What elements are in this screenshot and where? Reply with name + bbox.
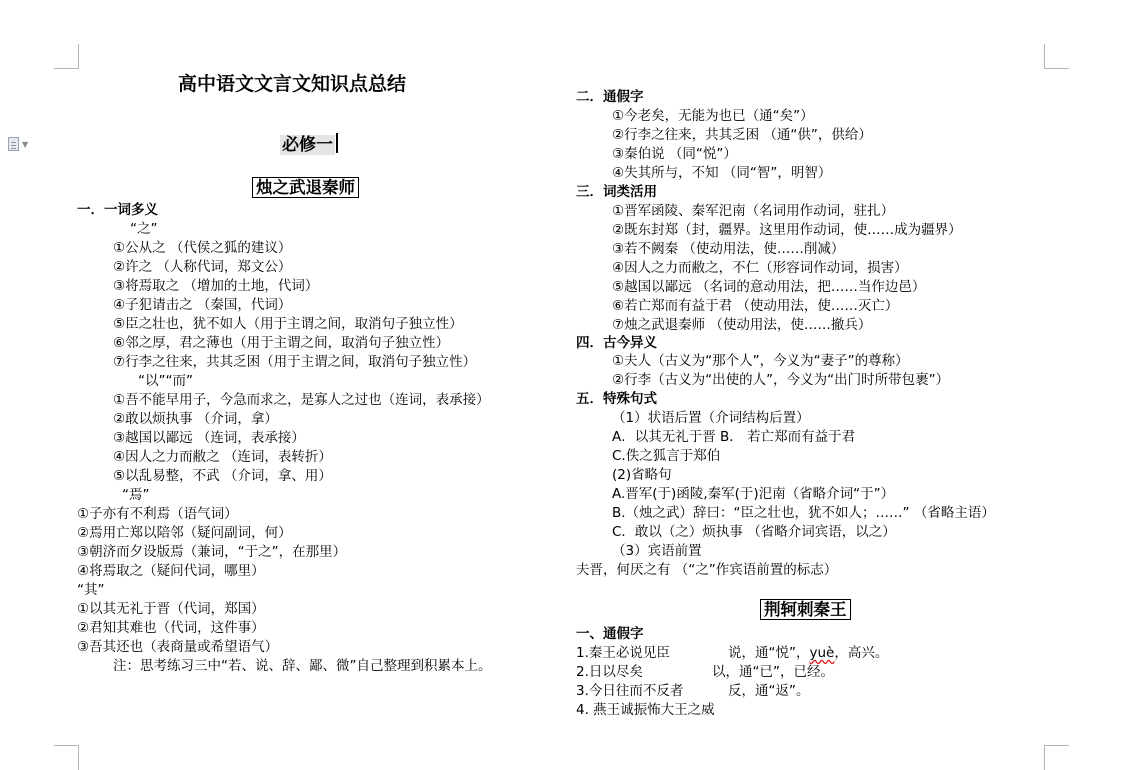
list-item: ⑥若亡郑而有益于君 （使动用法，使……灭亡） bbox=[612, 298, 899, 314]
list-item: ①夫人（古义为“那个人”，今义为“妻子”的尊称） bbox=[612, 353, 909, 369]
word-label-yi-er: “以”“而” bbox=[138, 373, 193, 389]
list-item: C.佚之狐言于郑伯 bbox=[612, 448, 721, 464]
text-cursor bbox=[336, 133, 338, 153]
list-item: A.晋军(于)函陵,秦军(于)汜南（省略介词“于”） bbox=[612, 486, 895, 502]
list-item: ①以其无礼于晋（代词，郑国） bbox=[77, 601, 265, 617]
list-item: ②行李（古义为“出使的人”，今义为“出门时所带包裹”） bbox=[612, 372, 950, 388]
list-item: ①子亦有不利焉（语气词） bbox=[77, 506, 238, 522]
list-item: ①晋军函陵、秦军汜南（名词用作动词，驻扎） bbox=[612, 203, 895, 219]
list-item: ④子犯请击之 （秦国，代词） bbox=[113, 297, 292, 313]
list-item: ②君知其难也（代词，这件事） bbox=[77, 620, 265, 636]
essay-title-box bbox=[252, 177, 359, 199]
word-label-zhi: “之” bbox=[130, 221, 158, 237]
page-corner-mark-top-right bbox=[1044, 44, 1069, 69]
list-item-explanation: 以，通“已”，已经。 bbox=[712, 664, 834, 680]
chevron-down-icon: ▼ bbox=[22, 139, 29, 149]
document-options-icon[interactable] bbox=[8, 136, 38, 152]
document-title: 高中语文文言文知识点总结 bbox=[178, 73, 407, 95]
section-heading-tongjiazi-2: 一、通假字 bbox=[576, 626, 644, 642]
subtitle-line[interactable] bbox=[280, 133, 338, 157]
list-item: ④失其所与，不知 （同“智”，明智） bbox=[612, 165, 832, 181]
essay-title-box-2 bbox=[760, 599, 851, 621]
subheading-binyuqianzhi: （3）宾语前置 bbox=[612, 543, 702, 559]
list-item: ③朝济而夕设版焉（兼词，“于之”，在那里） bbox=[77, 544, 347, 560]
list-item: 3.今日往而不反者 bbox=[576, 683, 684, 699]
explanation-text: ，高兴。 bbox=[834, 645, 889, 661]
list-item: ③秦伯说 （同“悦”） bbox=[612, 146, 737, 162]
page-icon bbox=[8, 137, 19, 151]
subheading-zhuangyuhouzhi: （1）状语后置（介词结构后置） bbox=[612, 410, 810, 426]
list-item: ③将焉取之 （增加的土地，代词） bbox=[113, 278, 319, 294]
page-corner-mark-bottom-right bbox=[1044, 745, 1069, 770]
document-subtitle: 必修一 bbox=[282, 135, 333, 155]
list-item: ③吾其还也（表商量或希望语气） bbox=[77, 639, 279, 655]
list-item: 1.秦王必说见臣 bbox=[576, 645, 670, 661]
list-item: ④将焉取之（疑问代词，哪里） bbox=[77, 563, 265, 579]
list-item: ④因人之力而敝之 （连词，表转折） bbox=[113, 449, 332, 465]
section-heading-yicidueyi: 一．一词多义 bbox=[77, 202, 158, 218]
list-item: ⑦行李之往来，共其乏困（用于主谓之间，取消句子独立性） bbox=[113, 354, 477, 370]
page-corner-mark-bottom-left bbox=[54, 745, 79, 770]
list-item: ⑥邻之厚，君之薄也（用于主谓之间，取消句子独立性） bbox=[113, 335, 450, 351]
list-item-explanation: 反，通“返”。 bbox=[728, 683, 810, 699]
example-text: 夫晋，何厌之有 （“之”作宾语前置的标志） bbox=[576, 562, 838, 578]
section-heading-teshujushi: 五．特殊句式 bbox=[576, 391, 657, 407]
list-item: ④因人之力而敝之，不仁（形容词作动词，损害） bbox=[612, 260, 908, 276]
list-item: ②焉用亡郑以陪邻（疑问副词，何） bbox=[77, 525, 292, 541]
list-item: ①今老矣，无能为也已（通“矣”） bbox=[612, 108, 814, 124]
list-item: ⑤以乱易整，不武 （介词，拿、用） bbox=[113, 468, 332, 484]
section-heading-gujinyiyi: 四．古今异义 bbox=[576, 335, 657, 351]
list-item: ⑤臣之壮也，犹不如人（用于主谓之间，取消句子独立性） bbox=[113, 316, 463, 332]
section-heading-cileihuoyong: 三．词类活用 bbox=[576, 184, 657, 200]
essay-title-2: 荆轲刺秦王 bbox=[760, 599, 851, 620]
list-item: ②既东封郑（封，疆界。这里用作动词，使……成为疆界） bbox=[612, 222, 962, 238]
list-item: ①公从之 （代侯之狐的建议） bbox=[113, 240, 292, 256]
list-item: 4. 燕王诚振怖大王之威 bbox=[576, 702, 715, 718]
word-label-yan: “焉” bbox=[122, 487, 150, 503]
list-item: ②行李之往来，共其乏困 （通“供”，供给） bbox=[612, 127, 872, 143]
list-item: ⑦烛之武退秦师 （使动用法，使……撤兵） bbox=[612, 317, 872, 333]
list-item: ⑤越国以鄙远 （名词的意动用法，把……当作边邑） bbox=[612, 279, 926, 295]
list-item: A．以其无礼于晋 B． 若亡郑而有益于君 bbox=[612, 429, 856, 445]
list-item: B.（烛之武）辞曰：“臣之壮也，犹不如人；……” （省略主语） bbox=[612, 505, 995, 521]
essay-title: 烛之武退秦师 bbox=[252, 177, 359, 198]
note-text: 注：思考练习三中“若、说、辞、鄙、微”自己整理到积累本上。 bbox=[113, 658, 492, 674]
list-item: ①吾不能早用子，今急而求之，是寡人之过也（连词，表承接） bbox=[113, 392, 490, 408]
page-corner-mark-top-left bbox=[54, 44, 79, 69]
list-item: C．敢以（之）烦执事 （省略介词宾语，以之） bbox=[612, 524, 896, 540]
subheading-shenglueju: (2)省略句 bbox=[612, 467, 672, 483]
list-item: 2.日以尽矣 bbox=[576, 664, 643, 680]
pinyin-text: yuè bbox=[809, 645, 835, 661]
list-item: ②敢以烦执事 （介词，拿） bbox=[113, 411, 278, 427]
list-item: ②许之 （人称代词，郑文公） bbox=[113, 259, 292, 275]
list-item: ③越国以鄙远 （连词，表承接） bbox=[113, 430, 305, 446]
list-item: ③若不阙秦 （使动用法，使……削减） bbox=[612, 241, 845, 257]
word-label-qi: “其” bbox=[77, 582, 105, 598]
list-item-explanation bbox=[728, 644, 888, 663]
explanation-text: 说，通“悦”， bbox=[728, 645, 810, 661]
section-heading-tongjiazi: 二．通假字 bbox=[576, 89, 644, 105]
